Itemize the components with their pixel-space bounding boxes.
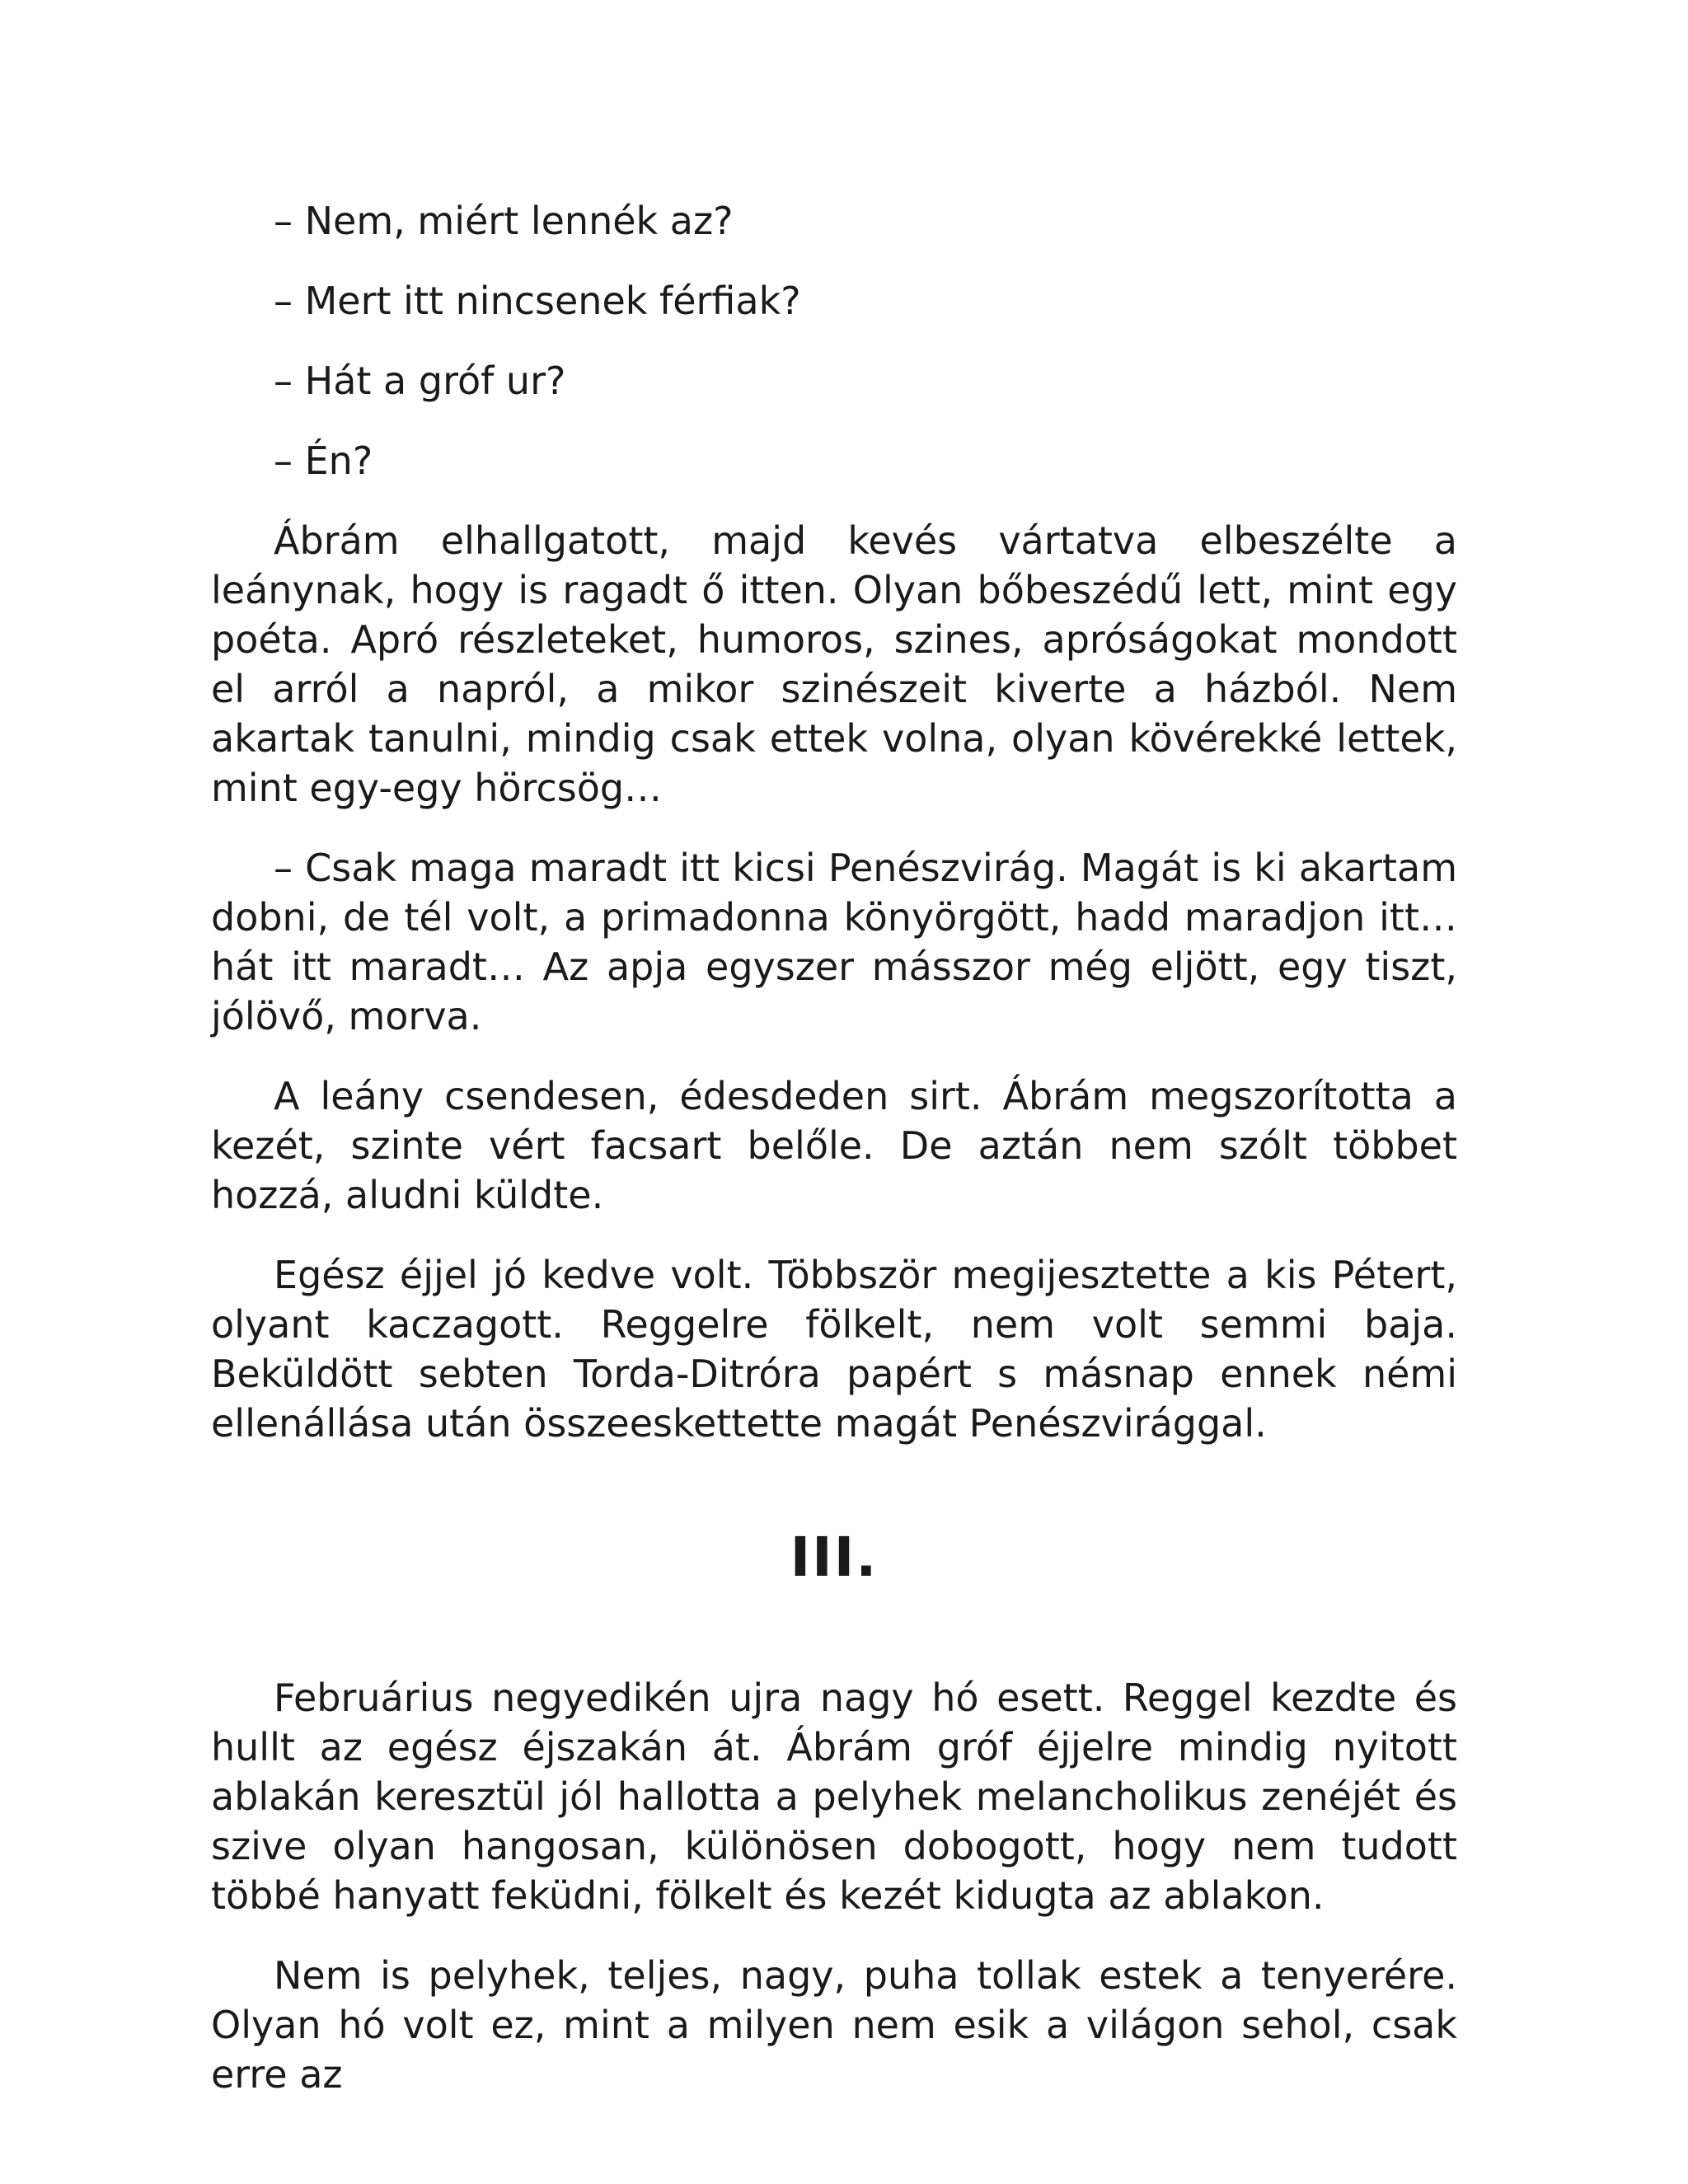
body-paragraph: – Csak maga maradt itt kicsi Penészvirág. Magát is ki akartam dobni, de tél volt, a primadonna könyörgött, hadd maradjon itt… hát itt maradt… Az apja egyszer másszor még eljött, egy tiszt, jólövő, morva. — [211, 846, 1457, 1038]
body-paragraph: Februárius negyedikén ujra nagy hó esett. Reggel kezdte és hullt az egész éjszakán át. Ábrám gróf éjjelre mindig nyitott ablakán keresztül jól hallotta a pelyhek melancholikus zenéjét és szive olyan hangosan, különösen dobogott, hogy nem tudott többé hanyatt feküdni, fölkelt és kezét kidugta az ablakon. — [211, 1675, 1457, 1918]
dialogue-line: – Én? — [274, 438, 373, 483]
dialogue-line: – Mert itt nincsenek férfiak? — [274, 279, 801, 323]
body-paragraph: Egész éjjel jó kedve volt. Többször megijesztette a kis Pétert, olyant kaczagott. Reggelre fölkelt, nem volt semmi baja. Beküldött sebten Torda-Ditróra papért s másnap ennek némi ellenállása után összeeskettette magát Penészvirággal. — [211, 1253, 1457, 1446]
dialogue-line: – Nem, miért lennék az? — [274, 199, 734, 243]
body-paragraph: Ábrám elhallgatott, majd kevés vártatva elbeszélte a leánynak, hogy is ragadt ő itten. Olyan bőbeszédű lett, mint egy poéta. Apró részleteket, humoros, szines, apróságokat mondott el arról a napról, a mikor szinészeit kiverte a házból. Nem akartak tanulni, mindig csak ettek volna, olyan kövérekké lettek, mint egy-egy hörcsög… — [211, 518, 1457, 810]
body-paragraph-continued: Nem is pelyhek, teljes, nagy, puha tollak estek a tenyerére. Olyan hó volt ez, mint a milyen nem esik a világon sehol, csak erre az — [211, 1953, 1457, 2097]
body-paragraph: A leány csendesen, édesdeden sirt. Ábrám megszorította a kezét, szinte vért facsart belőle. De aztán nem szólt többet hozzá, aludni küldte. — [211, 1074, 1457, 1217]
chapter-heading: III. — [790, 1526, 879, 1589]
dialogue-line: – Hát a gróf ur? — [274, 359, 566, 403]
book-page — [211, 196, 1457, 2130]
